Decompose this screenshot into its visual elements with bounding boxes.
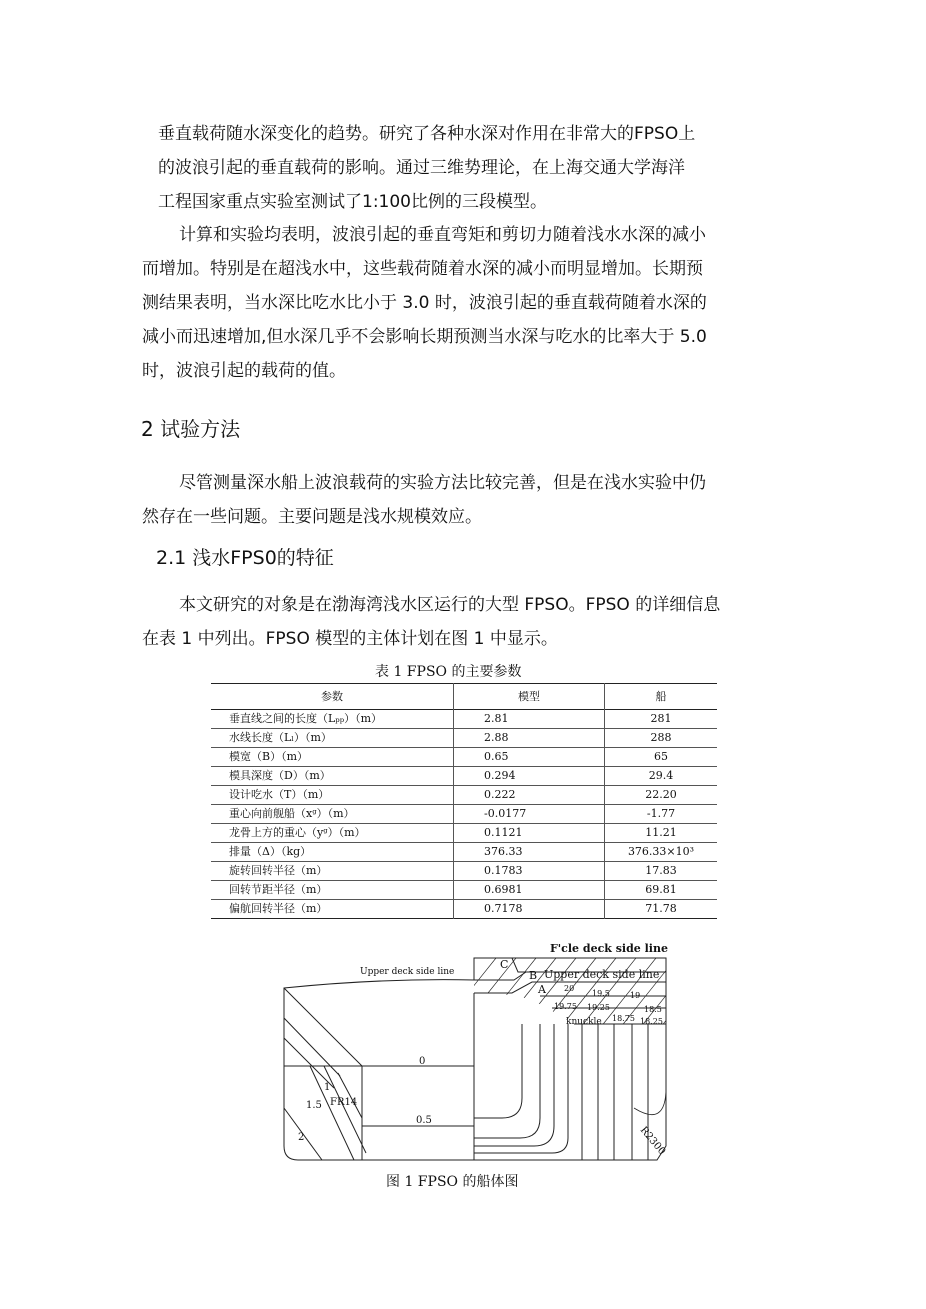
deck-label-b: B: [529, 969, 538, 982]
section-2-1-paragraph: [142, 588, 790, 656]
table-cell: 0.222: [454, 786, 605, 805]
bilge-radius-label: R2300: [637, 1124, 668, 1158]
table-row: [211, 881, 717, 900]
intro-line: 垂直载荷随水深变化的趋势。研究了各种水深对作用在非常大的FPSO上: [158, 124, 696, 144]
table-row: [211, 824, 717, 843]
table-cell: 281: [605, 710, 718, 729]
table-row: [211, 900, 717, 919]
waterline-20: 20: [564, 984, 575, 993]
table-cell: 29.4: [605, 767, 718, 786]
results-line: 时，波浪引起的载荷的值。: [142, 361, 346, 381]
table-cell: 模具深度（D）（m）: [229, 769, 331, 782]
table-cell: 排量（Δ）（kg）: [229, 845, 312, 858]
hull-body-plan-diagram: [282, 938, 670, 1164]
table-row: [211, 729, 717, 748]
table-cell: 设计吃水（T）（m）: [229, 788, 330, 801]
section-2-1-line: 在表 1 中列出。FPSO 模型的主体计划在图 1 中显示。: [142, 629, 558, 649]
station-0-label: 0: [419, 1056, 426, 1067]
table-cell: 垂直线之间的长度（Lₚₚ）（m）: [229, 712, 383, 725]
table-cell: 0.7178: [454, 900, 605, 919]
table-cell: 0.1121: [454, 824, 605, 843]
table-row: [211, 767, 717, 786]
section-2-heading: 2 试验方法: [141, 417, 241, 441]
table-header-cell: 模型: [454, 684, 605, 710]
table-cell: 69.81: [605, 881, 718, 900]
waterline-19-25: 19.25: [587, 1003, 610, 1012]
table-cell: 0.294: [454, 767, 605, 786]
station-2-label: 2: [298, 1132, 305, 1143]
table-cell: 11.21: [605, 824, 718, 843]
table-header-row: [211, 684, 717, 710]
parameters-table: [211, 683, 717, 919]
table-cell: 水线长度（Lₗ）（m）: [229, 731, 332, 744]
section-2-line: 然存在一些问题。主要问题是浅水规模效应。: [142, 507, 482, 527]
table-header-cell: 船: [605, 684, 718, 710]
results-line: 测结果表明，当水深比吃水比小于 3.0 时，波浪引起的垂直载荷随着水深的: [142, 293, 707, 313]
table-cell: 偏航回转半径（m）: [229, 902, 328, 915]
table-cell: 376.33: [454, 843, 605, 862]
table-cell: 模宽（B）（m）: [229, 750, 309, 763]
table-cell: -0.0177: [454, 805, 605, 824]
table-header-cell: 参数: [321, 689, 343, 703]
table-cell: 0.1783: [454, 862, 605, 881]
results-line: 而增加。特别是在超浅水中，这些载荷随着水深的减小而明显增加。长期预: [142, 259, 703, 279]
deck-label-c: C: [500, 958, 509, 971]
table-cell: 2.88: [454, 729, 605, 748]
table-cell: 0.65: [454, 748, 605, 767]
table-cell: 龙骨上方的重心（yᵍ）（m）: [229, 826, 366, 839]
table-cell: 重心向前舰船（xᵍ）（m）: [229, 807, 355, 820]
upper-deck-label-right: Upper deck side line: [544, 968, 660, 981]
station-0-5-label: 0.5: [416, 1115, 432, 1126]
table-cell: 65: [605, 748, 718, 767]
results-line: 减小而迅速增加,但水深几乎不会影响长期预测当水深与吃水的比率大于 5.0: [142, 327, 707, 347]
table-cell: 288: [605, 729, 718, 748]
intro-line: 工程国家重点实验室测试了1:100比例的三段模型。: [158, 192, 547, 212]
station-1-label: 1: [324, 1082, 331, 1093]
deck-label-a: A: [538, 983, 546, 996]
table-cell: 22.20: [605, 786, 718, 805]
figure-caption: 图 1 FPSO 的船体图: [386, 1174, 519, 1190]
table-cell: 17.83: [605, 862, 718, 881]
table-row: [211, 710, 717, 729]
intro-paragraph: [142, 117, 790, 219]
section-2-paragraph: [142, 466, 790, 534]
knuckle-label: knuckle: [566, 1017, 602, 1027]
fcle-deck-label: F'cle deck side line: [550, 942, 668, 955]
table-caption: 表 1 FPSO 的主要参数: [375, 664, 522, 680]
table-cell: 回转节距半径（m）: [229, 883, 328, 896]
table-row: [211, 805, 717, 824]
results-line: 计算和实验均表明，波浪引起的垂直弯矩和剪切力随着浅水水深的减小: [179, 225, 706, 245]
section-2-1-line: 本文研究的对象是在渤海湾浅水区运行的大型 FPSO。FPSO 的详细信息: [179, 595, 721, 615]
table-cell: -1.77: [605, 805, 718, 824]
upper-deck-label-left: Upper deck side line: [360, 967, 455, 977]
table-cell: 2.81: [454, 710, 605, 729]
station-1-5-label: 1.5: [306, 1100, 322, 1111]
table-cell: 0.6981: [454, 881, 605, 900]
intro-line: 的波浪引起的垂直载荷的影响。通过三维势理论，在上海交通大学海洋: [158, 158, 685, 178]
section-2-1-heading: 2.1 浅水FPS0的特征: [156, 547, 334, 569]
waterline-18-25: 18.25: [640, 1017, 663, 1026]
frame-14-label: FR14: [330, 1097, 358, 1108]
table-row: [211, 748, 717, 767]
table-row: [211, 843, 717, 862]
table-row: [211, 786, 717, 805]
section-2-line: 尽管测量深水船上波浪载荷的实验方法比较完善，但是在浅水实验中仍: [179, 473, 706, 493]
table-cell: 71.78: [605, 900, 718, 919]
waterline-19-5: 19.5: [592, 989, 610, 998]
results-paragraph: [142, 218, 790, 388]
waterline-18-75: 18.75: [612, 1014, 635, 1023]
table-cell: 旋转回转半径（m）: [229, 864, 328, 877]
waterline-19: 19: [630, 991, 641, 1000]
table-cell: 376.33×10³: [605, 843, 718, 862]
table-row: [211, 862, 717, 881]
waterline-18-5: 18.5: [644, 1005, 662, 1014]
waterline-19-75: 19.75: [554, 1002, 577, 1011]
